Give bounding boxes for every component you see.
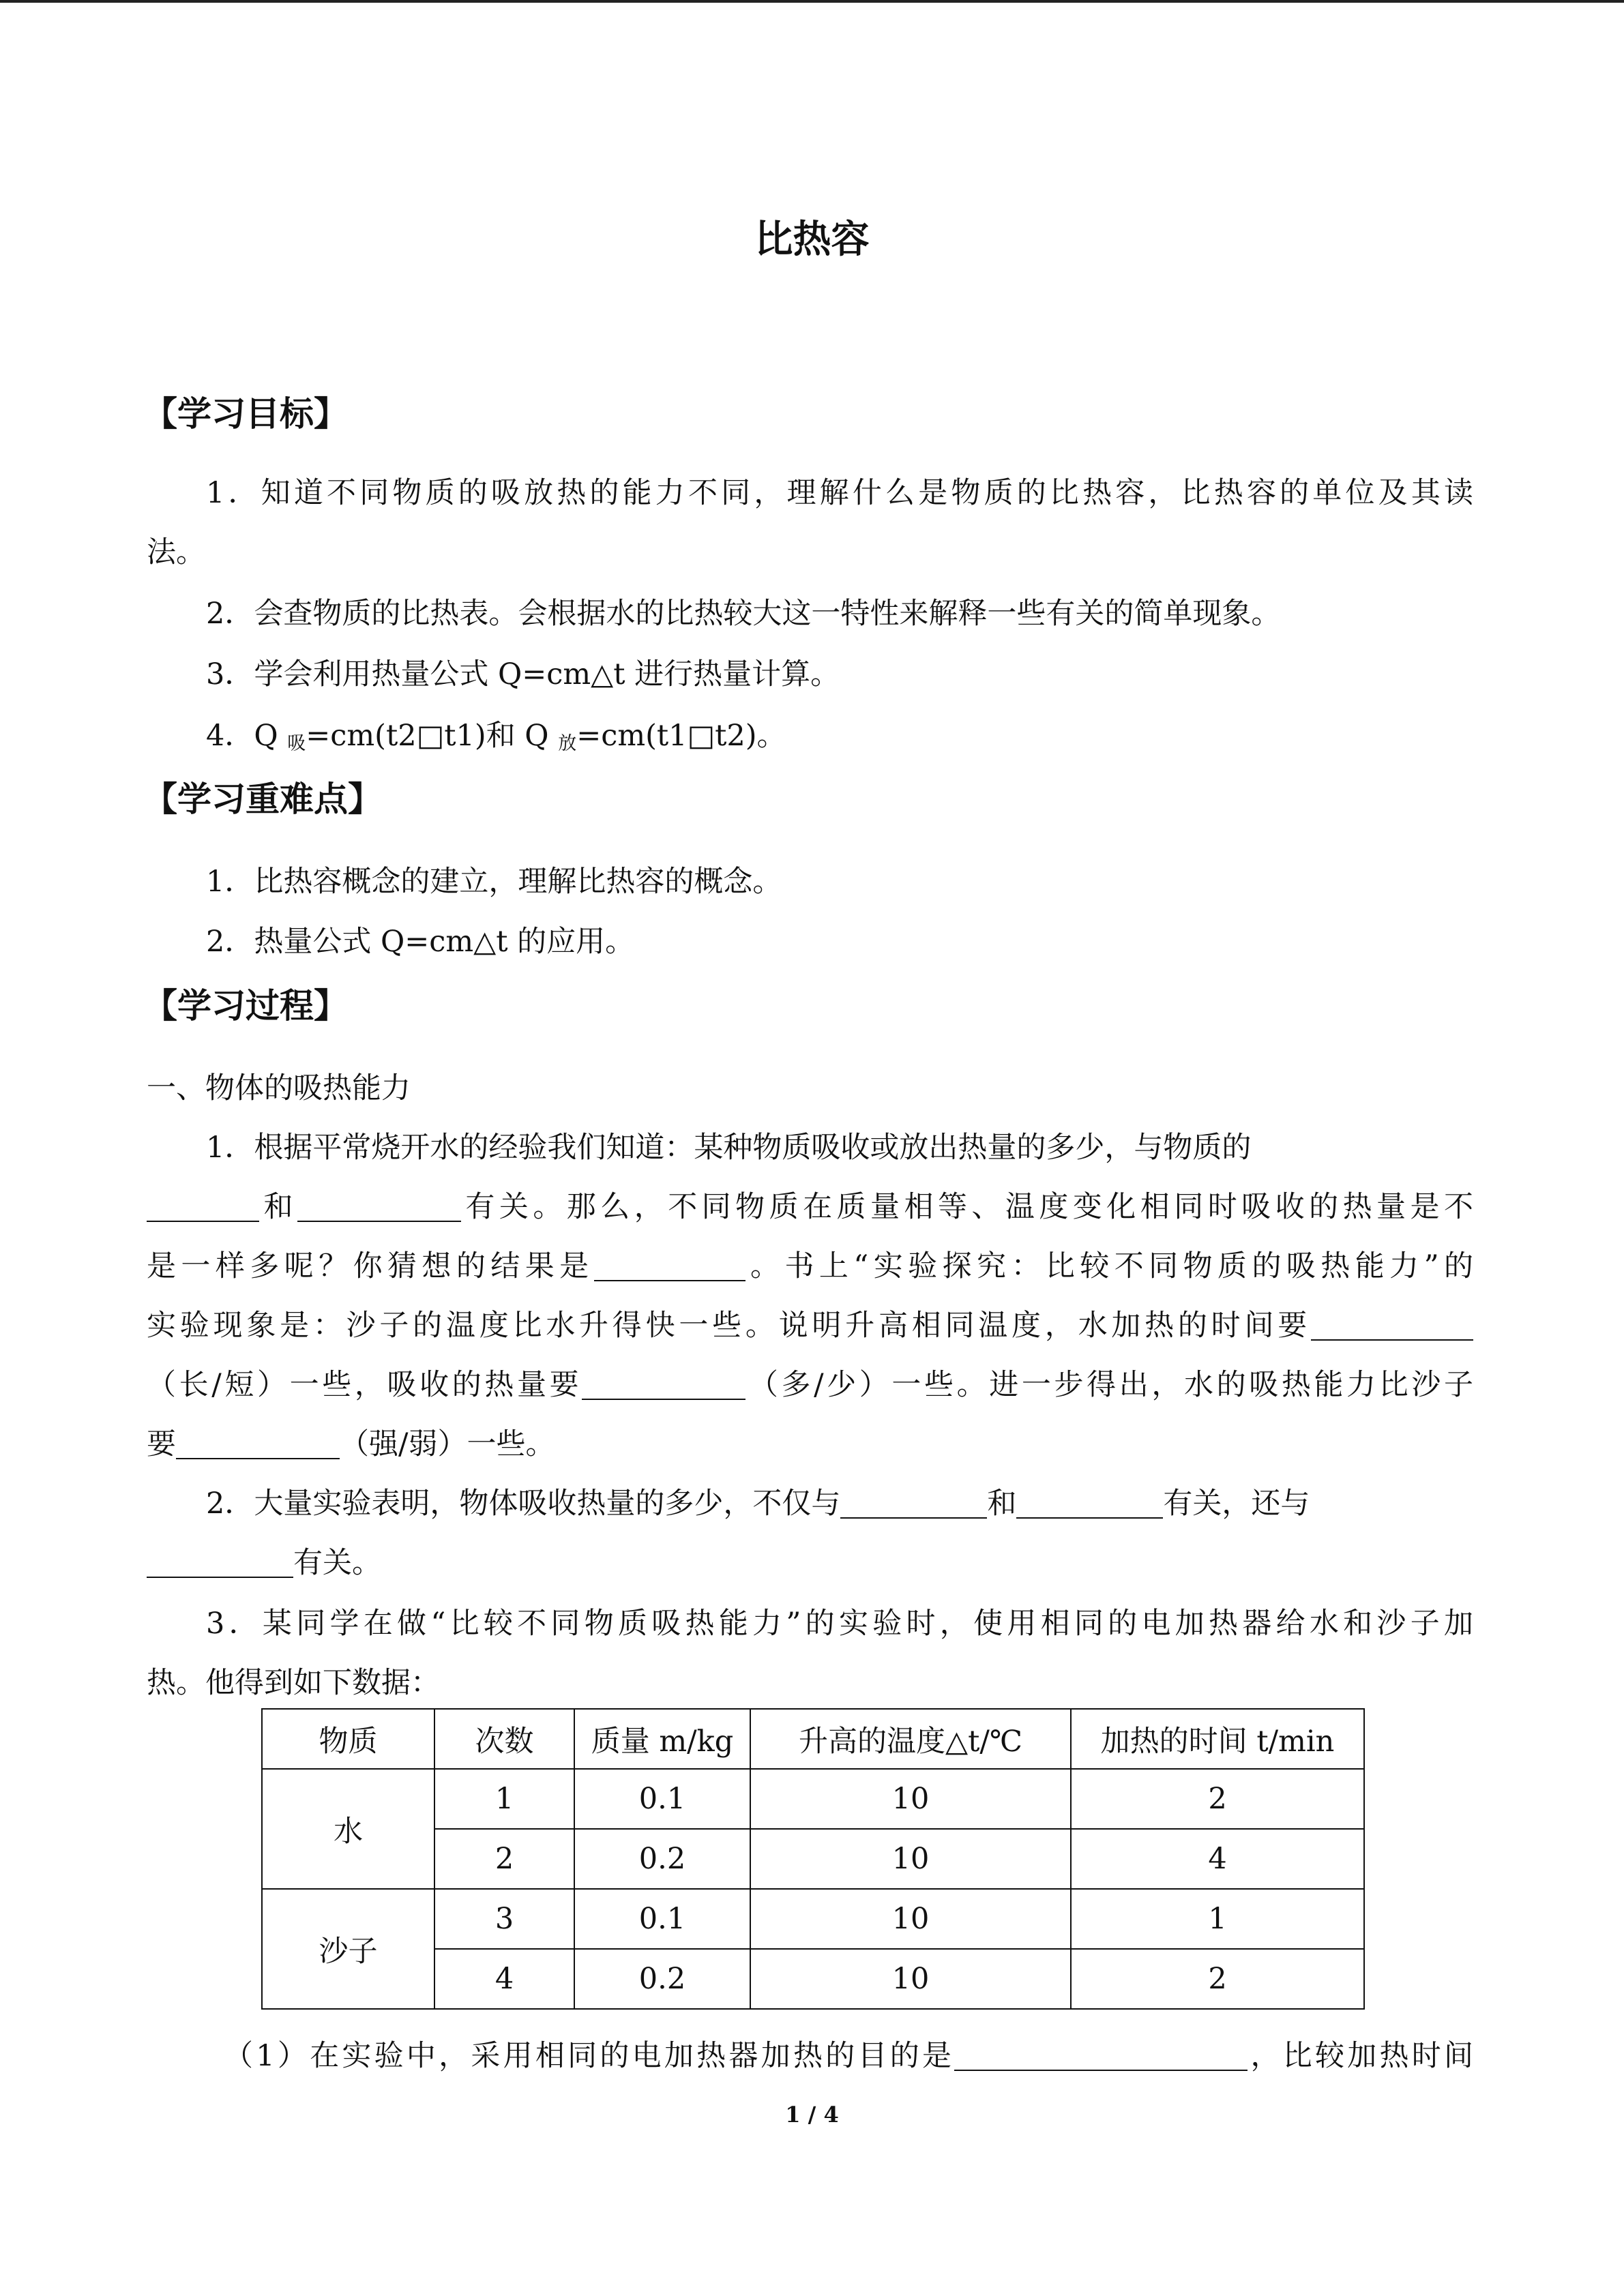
para-text: 有关。 <box>293 1546 381 1580</box>
table-cell: 10 <box>750 1889 1071 1949</box>
table-cell: 0.1 <box>574 1889 750 1949</box>
section-heading-key-points: 【学习重难点】 <box>143 779 382 819</box>
table-header-cell: 次数 <box>434 1709 574 1769</box>
fill-blank[interactable] <box>1016 1485 1163 1519</box>
material-cell: 水 <box>262 1769 434 1889</box>
para-2-line-1 <box>206 1482 1310 1525</box>
goal-item-2: 2．会查物质的比热表。会根据水的比热较大这一特性来解释一些有关的简单现象。 <box>206 597 1281 631</box>
table-cell: 4 <box>1071 1829 1364 1889</box>
para-text: 和 <box>987 1487 1017 1521</box>
table-cell: 3 <box>434 1889 574 1949</box>
key-point-1: 1．比热容概念的建立，理解比热容的概念。 <box>206 865 782 899</box>
table-header-cell: 加热的时间 t/min <box>1071 1709 1364 1769</box>
table-cell: 0.1 <box>574 1769 750 1829</box>
subscript-release: 放 <box>558 733 577 754</box>
para-text: （长/短）一些，吸收的热量要 <box>147 1368 582 1402</box>
para-2-line-2 <box>147 1542 381 1584</box>
para-1-line-1: 1．根据平常烧开水的经验我们知道：某种物质吸收或放出热量的多少，与物质的 <box>206 1131 1252 1165</box>
fill-blank[interactable] <box>582 1366 745 1400</box>
para-1-line-6 <box>147 1423 555 1465</box>
table-cell: 0.2 <box>574 1949 750 2009</box>
fill-blank[interactable] <box>840 1485 987 1519</box>
para-1-line-3 <box>147 1245 1473 1287</box>
table-cell: 10 <box>750 1949 1071 2009</box>
table-header-cell: 物质 <box>262 1709 434 1769</box>
para-text: 是一样多呢？你猜想的结果是 <box>147 1249 594 1283</box>
para-1-line-5 <box>147 1364 1473 1406</box>
fill-blank[interactable] <box>297 1188 461 1222</box>
para-text: （强/弱）一些。 <box>340 1427 555 1461</box>
goal-item-4-part-b: =cm(t2□t1)和 Q <box>306 719 559 753</box>
table-cell: 0.2 <box>574 1829 750 1889</box>
para-text: 有关，还与 <box>1163 1487 1310 1521</box>
para-text: 2．大量实验表明，物体吸收热量的多少，不仅与 <box>206 1487 841 1521</box>
process-subheading-1: 一、物体的吸热能力 <box>147 1071 411 1105</box>
fill-blank[interactable] <box>1311 1307 1473 1341</box>
key-point-2: 2．热量公式 Q=cm△t 的应用。 <box>206 925 635 959</box>
para-text: 。书上“实验探究：比较不同物质的吸热能力”的 <box>745 1249 1474 1283</box>
para-text: 和 <box>259 1190 297 1224</box>
table-header-row <box>262 1709 1364 1769</box>
fill-blank[interactable] <box>147 1188 259 1222</box>
goal-item-1-line-1: 1．知道不同物质的吸放热的能力不同，理解什么是物质的比热容，比热容的单位及其读 <box>206 476 1473 510</box>
para-text: （多/少）一些。进一步得出，水的吸热能力比沙子 <box>745 1368 1473 1402</box>
table-row <box>262 1889 1364 1949</box>
table-header-cell: 升高的温度△t/℃ <box>750 1709 1071 1769</box>
table-header-cell: 质量 m/kg <box>574 1709 750 1769</box>
table-cell: 4 <box>434 1949 574 2009</box>
table-cell: 2 <box>1071 1949 1364 2009</box>
section-heading-process: 【学习过程】 <box>143 986 348 1026</box>
goal-item-3: 3．学会利用热量公式 Q=cm△t 进行热量计算。 <box>206 657 840 691</box>
table-cell: 2 <box>1071 1769 1364 1829</box>
question-1-line <box>224 2035 1473 2077</box>
section-heading-goals: 【学习目标】 <box>143 394 348 434</box>
page-title: 比热容 <box>754 218 870 262</box>
table-cell: 2 <box>434 1829 574 1889</box>
fill-blank[interactable] <box>954 2037 1247 2071</box>
top-border-line <box>0 0 1624 3</box>
goal-item-1-line-2: 法。 <box>147 535 205 569</box>
para-text: （1）在实验中，采用相同的电加热器加热的目的是 <box>224 2039 955 2073</box>
table-cell: 1 <box>1071 1889 1364 1949</box>
para-text: 要 <box>147 1427 176 1461</box>
page-number: 1 / 4 <box>785 2102 839 2128</box>
table-cell: 1 <box>434 1769 574 1829</box>
table-cell: 10 <box>750 1829 1071 1889</box>
para-text: ，比较加热时间 <box>1247 2039 1474 2073</box>
goal-item-4 <box>206 715 786 765</box>
para-3-line-2: 热。他得到如下数据： <box>147 1666 440 1700</box>
goal-item-4-part-a: 4．Q <box>206 719 288 753</box>
para-1-line-2 <box>147 1186 1473 1228</box>
fill-blank[interactable] <box>176 1425 340 1459</box>
para-text: 实验现象是：沙子的温度比水升得快一些。说明升高相同温度，水加热的时间要 <box>147 1309 1311 1343</box>
subscript-absorb: 吸 <box>287 733 306 754</box>
table-cell: 10 <box>750 1769 1071 1829</box>
experiment-data-table <box>261 1708 1365 2010</box>
para-text: 有关。那么，不同物质在质量相等、温度变化相同时吸收的热量是不 <box>460 1190 1473 1224</box>
fill-blank[interactable] <box>147 1544 293 1578</box>
para-3-line-1: 3．某同学在做“比较不同物质吸热能力”的实验时，使用相同的电加热器给水和沙子加 <box>206 1607 1473 1641</box>
para-1-line-4 <box>147 1304 1473 1347</box>
material-cell: 沙子 <box>262 1889 434 2009</box>
goal-item-4-part-c: =cm(t1□t2)。 <box>576 719 786 753</box>
table-row <box>262 1769 1364 1829</box>
fill-blank[interactable] <box>594 1247 745 1281</box>
